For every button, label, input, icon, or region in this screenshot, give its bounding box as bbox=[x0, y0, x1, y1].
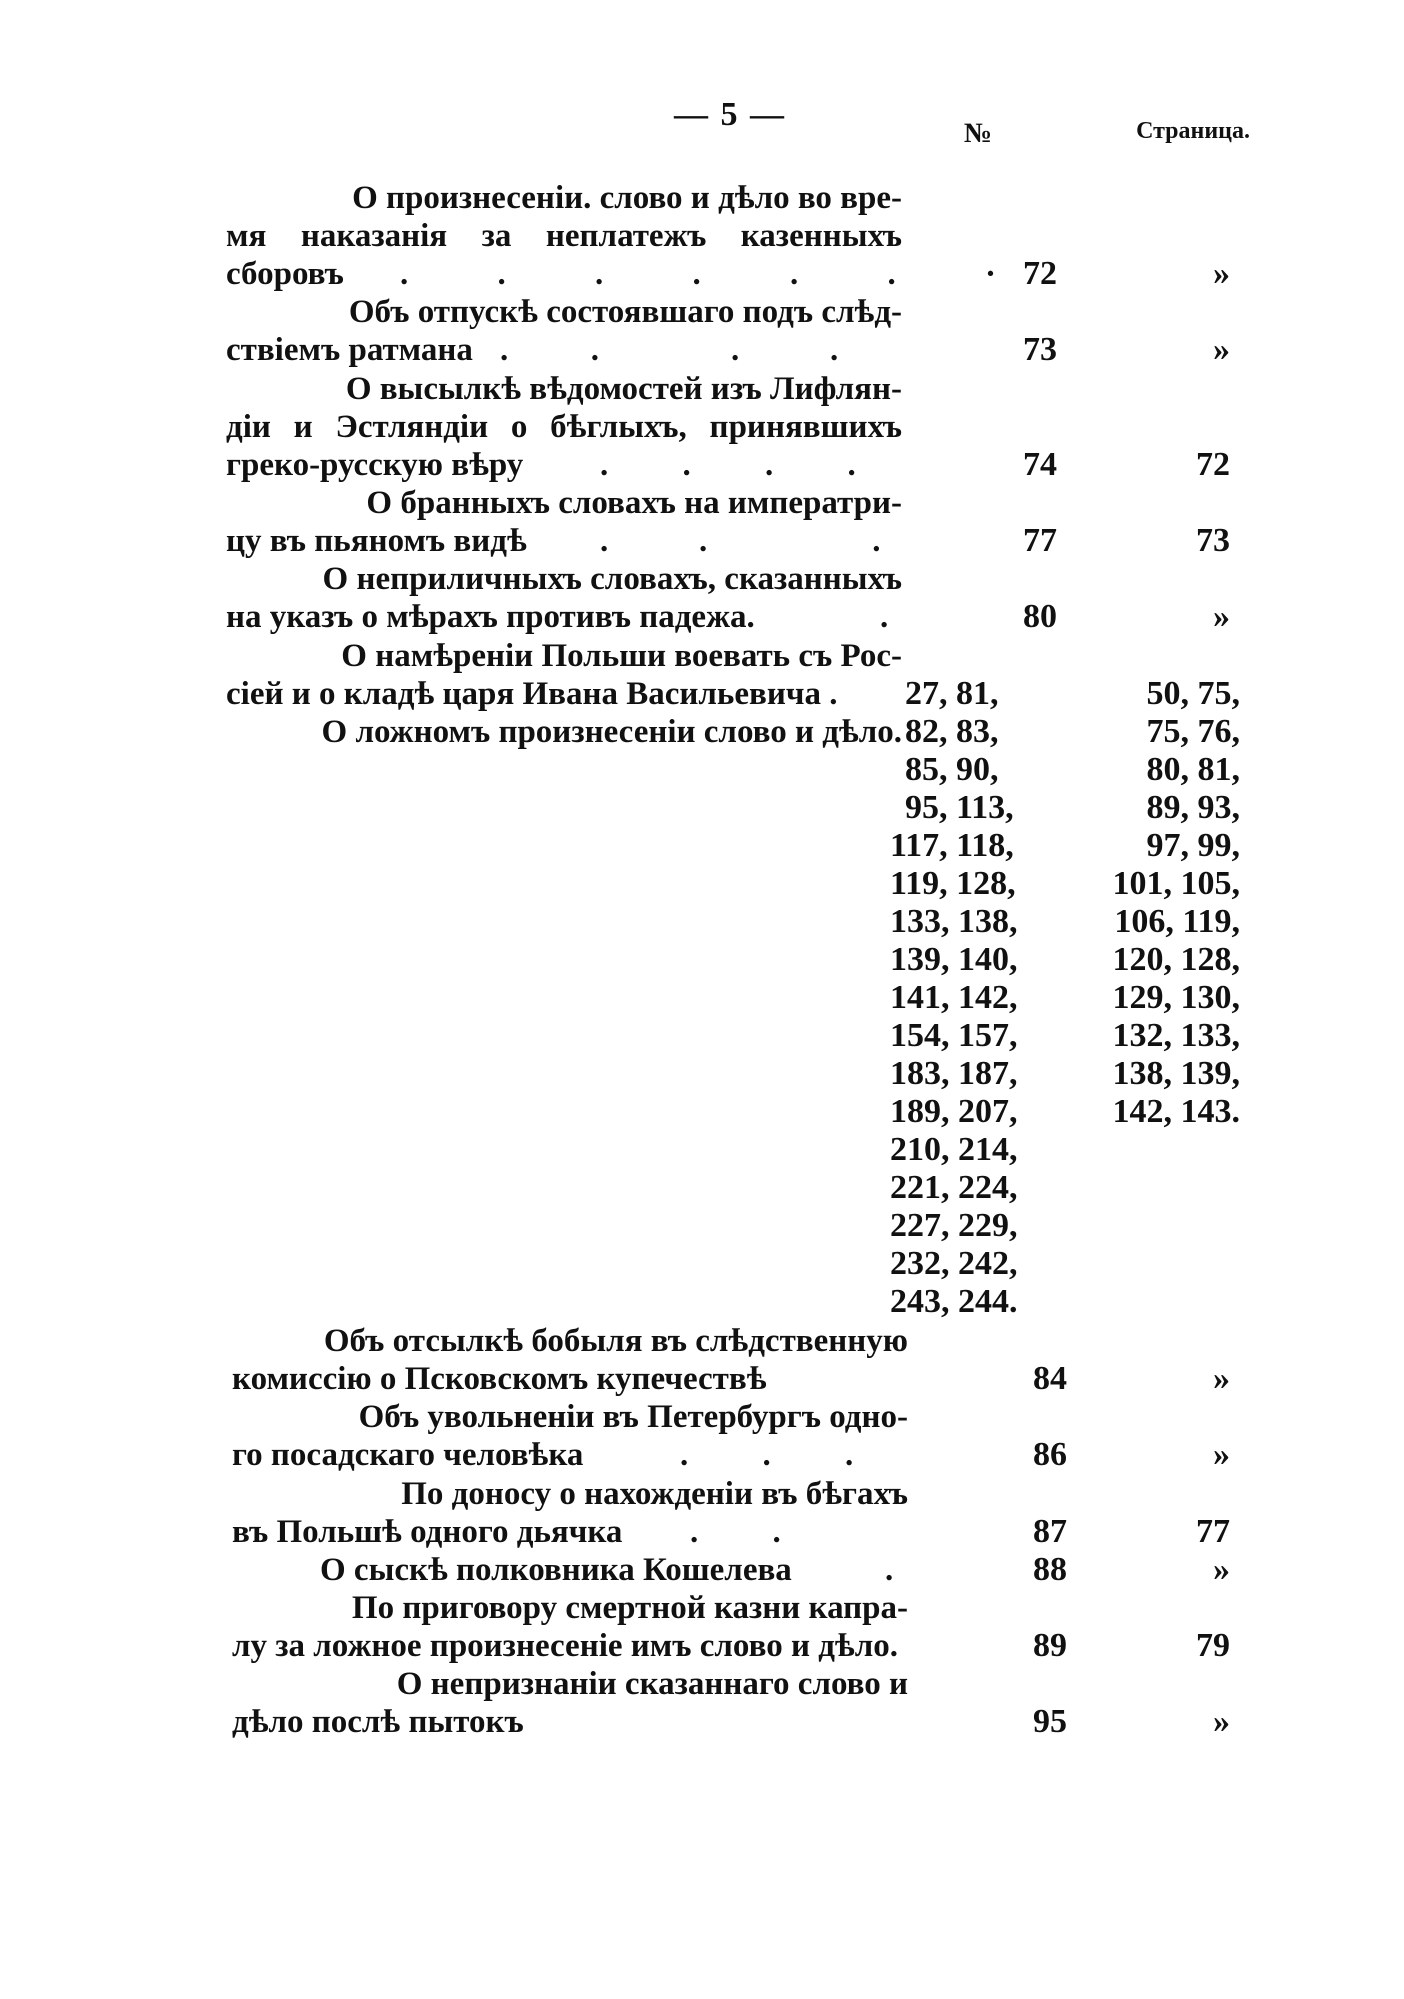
entry-text-line: Объ отпускѣ состоявшаго подъ слѣд- bbox=[348, 294, 902, 330]
entry-text-line: лу за ложное произнесенiе имъ слово и дѣло. bbox=[232, 1628, 898, 1664]
entry-number: 80 bbox=[1023, 598, 1057, 635]
entry-text-line: дѣло послѣ пытокъ bbox=[232, 1704, 524, 1740]
entry-page: 79 bbox=[1196, 1627, 1230, 1664]
entry-number: 232, 242, bbox=[890, 1245, 1018, 1282]
entry-page: 106, 119, bbox=[1114, 903, 1240, 940]
entry-text-line: въ Польшѣ одного дьячка bbox=[232, 1514, 623, 1550]
entry-text-line: греко-русскую вѣру bbox=[226, 447, 524, 483]
entry-text-line: мя наказанiя за неплатежъ казенныхъ bbox=[226, 218, 902, 254]
entry-text-line: О намѣренiи Польши воевать съ Рос- bbox=[341, 638, 902, 674]
leader-dots: . . . bbox=[600, 523, 881, 559]
entry-page: » bbox=[1213, 1703, 1230, 1740]
entry-number: 221, 224, bbox=[890, 1169, 1018, 1206]
entry-number: 133, 138, bbox=[890, 903, 1018, 940]
entry-number: 84 bbox=[1033, 1360, 1067, 1397]
entry-number: 72 bbox=[1023, 255, 1057, 292]
entry-number: 210, 214, bbox=[890, 1131, 1018, 1168]
entry-text-line: О бранныхъ словахъ на императри- bbox=[366, 485, 902, 521]
entry-text-line: цу въ пьяномъ видѣ bbox=[226, 523, 527, 559]
entry-text-line: Объ отсылкѣ бобыля въ слѣдственную bbox=[323, 1323, 908, 1359]
entry-page: 75, 76, bbox=[1146, 713, 1240, 750]
entry-text-line: комиссiю о Псковскомъ купечествѣ bbox=[232, 1361, 767, 1397]
entry-page: 50, 75, bbox=[1146, 675, 1240, 712]
entry-text-line: на указъ о мѣрахъ противъ падежа. bbox=[226, 599, 755, 635]
entry-text-line: О неприличныхъ словахъ, сказанныхъ bbox=[322, 561, 902, 597]
entry-page: » bbox=[1213, 598, 1230, 635]
entry-number: 117, 118, bbox=[890, 827, 1014, 864]
leader-dots: . . . . bbox=[500, 332, 839, 368]
entry-number: 227, 229, bbox=[890, 1207, 1018, 1244]
entry-text-line: дiи и Эстляндiи о бѣглыхъ, принявшихъ bbox=[226, 409, 902, 445]
column-header-number: № bbox=[963, 118, 993, 149]
entry-text-line: По доносу о нахожденiи въ бѣгахъ bbox=[401, 1476, 908, 1512]
entry-text-line: О ложномъ произнесенiи слово и дѣло. bbox=[321, 714, 902, 750]
entry-text-line: ствiемъ ратмана bbox=[226, 332, 473, 368]
entry-number: 86 bbox=[1033, 1436, 1067, 1473]
entry-page: 132, 133, bbox=[1112, 1017, 1240, 1054]
entry-text-line: О непризнанiи сказаннаго слово и bbox=[396, 1666, 908, 1702]
entry-page: 80, 81, bbox=[1146, 751, 1240, 788]
entry-page: » bbox=[1213, 1551, 1230, 1588]
entry-page: 89, 93, bbox=[1146, 789, 1240, 826]
entry-text-line: О высылкѣ вѣдомостей изъ Лифлян- bbox=[345, 371, 902, 407]
entry-page: 138, 139, bbox=[1112, 1055, 1240, 1092]
entry-number: 87 bbox=[1033, 1513, 1067, 1550]
leader-dots: . . . . bbox=[600, 447, 856, 483]
entry-page: 120, 128, bbox=[1112, 941, 1240, 978]
entry-number: 154, 157, bbox=[890, 1017, 1018, 1054]
entry-page: » bbox=[1213, 1436, 1230, 1473]
entry-page: 97, 99, bbox=[1146, 827, 1240, 864]
entry-page: 73 bbox=[1196, 522, 1230, 559]
entry-number: 139, 140, bbox=[890, 941, 1018, 978]
entry-number: 119, 128, bbox=[890, 865, 1016, 902]
entry-text-line: Объ увольненiи въ Петербургъ одно- bbox=[358, 1399, 908, 1435]
entry-text-line: О произнесенiи. слово и дѣло во вре- bbox=[352, 180, 902, 216]
entry-number: 183, 187, bbox=[890, 1055, 1018, 1092]
entry-number: 95, 113, bbox=[905, 789, 1014, 826]
entry-number: 88 bbox=[1033, 1551, 1067, 1588]
entry-text-line: сiей и о кладѣ царя Ивана Васильевича . bbox=[226, 676, 838, 712]
leader-dots: . bbox=[885, 1552, 894, 1588]
entry-number: 77 bbox=[1023, 522, 1057, 559]
entry-number: 85, 90, bbox=[905, 751, 999, 788]
entry-page: » bbox=[1213, 255, 1230, 292]
column-header-page: Страница. bbox=[1136, 118, 1250, 144]
entry-page: » bbox=[1213, 1360, 1230, 1397]
entry-page: 101, 105, bbox=[1112, 865, 1240, 902]
entry-number: 243, 244. bbox=[890, 1283, 1018, 1320]
entry-number: 95 bbox=[1033, 1703, 1067, 1740]
entry-number: 141, 142, bbox=[890, 979, 1018, 1016]
page-number: — 5 — bbox=[674, 96, 786, 133]
leader-dots: . . bbox=[690, 1514, 781, 1550]
leader-dots: . bbox=[880, 599, 889, 635]
entry-page: 77 bbox=[1196, 1513, 1230, 1550]
entry-page: 142, 143. bbox=[1112, 1093, 1240, 1130]
entry-text-line: го посадскаго человѣка bbox=[232, 1437, 584, 1473]
entry-text-line: По приговору смертной казни капра- bbox=[351, 1590, 908, 1626]
entry-number: 73 bbox=[1023, 331, 1057, 368]
entry-number: 189, 207, bbox=[890, 1093, 1018, 1130]
entry-page: 129, 130, bbox=[1112, 979, 1240, 1016]
entry-number: 27, 81, bbox=[905, 675, 999, 712]
entry-number: 74 bbox=[1023, 446, 1057, 483]
entry-text-line: сборовъ bbox=[226, 256, 344, 292]
entry-number: 82, 83, bbox=[905, 713, 999, 750]
entry-page: » bbox=[1213, 331, 1230, 368]
entry-page: 72 bbox=[1196, 446, 1230, 483]
leader-dots: . . . . . . · bbox=[400, 256, 1005, 292]
leader-dots: . . . bbox=[680, 1437, 854, 1473]
entry-number: 89 bbox=[1033, 1627, 1067, 1664]
entry-text-line: О сыскѣ полковника Кошелева bbox=[320, 1552, 792, 1588]
